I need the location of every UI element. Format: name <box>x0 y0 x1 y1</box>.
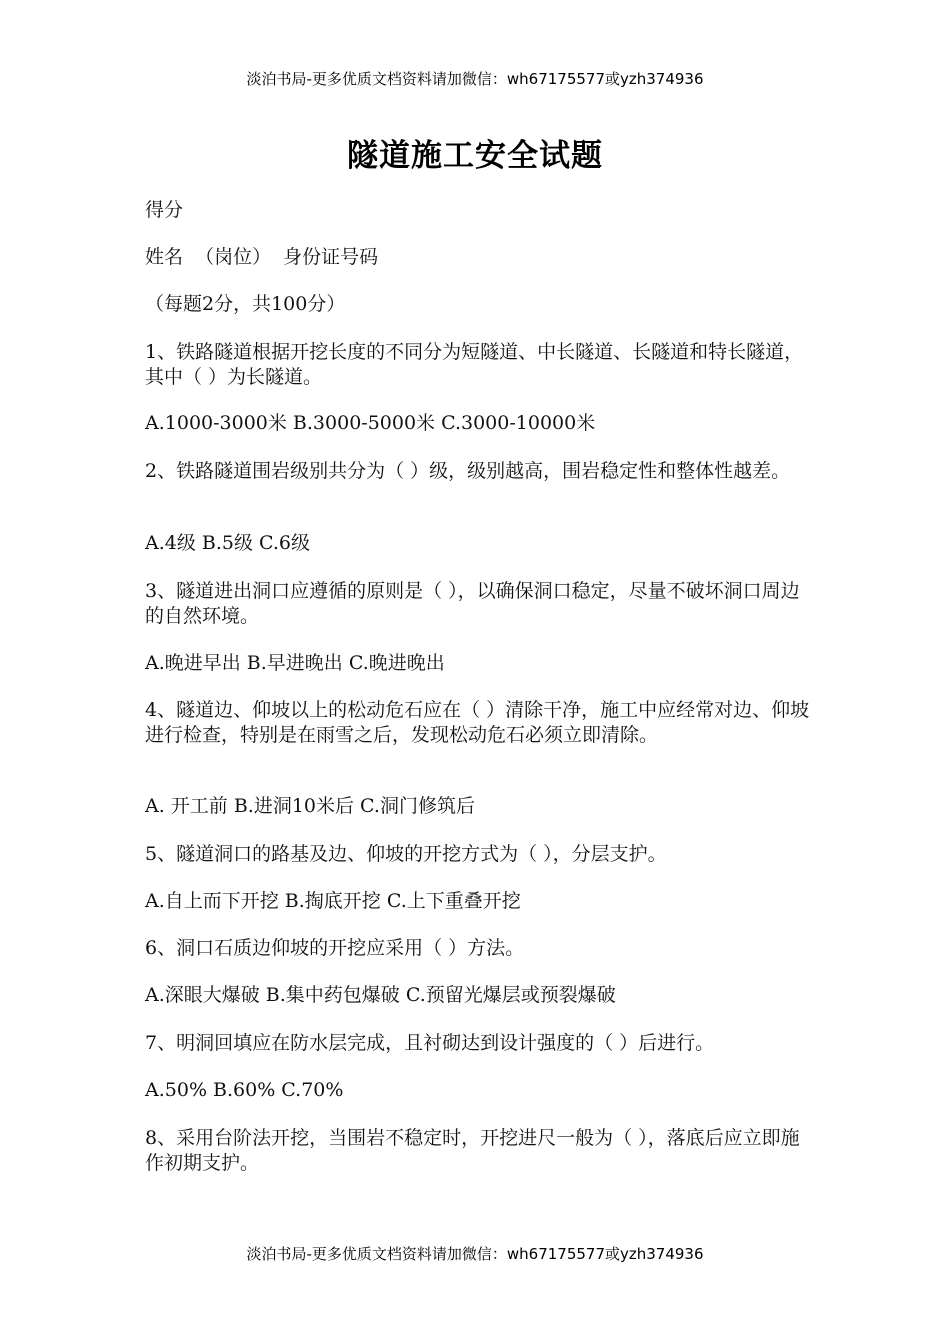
question-7-stem: 7、明洞回填应在防水层完成，且衬砌达到设计强度的（ ）后进行。 <box>145 1032 715 1054</box>
page-footer-watermark: 淡泊书局-更多优质文档资料请加微信：wh67175577或yzh374936 <box>246 1245 704 1263</box>
question-3-stem: 3、隧道进出洞口应遵循的原则是（ ），以确保洞口稳定，尽量不破坏洞口周边的自然环境。 <box>145 580 800 627</box>
question-4-stem: 4、隧道边、仰坡以上的松动危石应在（ ）清除干净，施工中应经常对边、仰坡进行检查，特别是在雨雪之后，发现松动危石必须立即清除。 <box>145 699 810 746</box>
question-1-options: A.1000-3000米 B.3000-5000米 C.3000-10000米 <box>145 412 596 434</box>
name-position-id-line: 姓名 （岗位） 身份证号码 <box>145 246 379 268</box>
question-2-stem: 2、铁路隧道围岩级别共分为（ ）级，级别越高，围岩稳定性和整体性越差。 <box>145 460 791 482</box>
question-5-stem: 5、隧道洞口的路基及边、仰坡的开挖方式为（ ），分层支护。 <box>145 843 667 865</box>
question-7-options: A.50% B.60% C.70% <box>145 1079 344 1101</box>
question-1-stem: 1、铁路隧道根据开挖长度的不同分为短隧道、中长隧道、长隧道和特长隧道，其中（ ）为长隧道。 <box>145 341 804 388</box>
question-8-stem: 8、采用台阶法开挖，当围岩不稳定时，开挖进尺一般为（ ），落底后应立即施作初期支护。 <box>145 1127 800 1174</box>
page-header-watermark: 淡泊书局-更多优质文档资料请加微信：wh67175577或yzh374936 <box>246 70 704 88</box>
scoring-note: （每题2分，共100分） <box>145 293 346 315</box>
question-3-options: A.晚进早出 B.早进晚出 C.晚进晚出 <box>145 652 445 674</box>
score-label: 得分 <box>145 199 184 221</box>
question-6-stem: 6、洞口石质边仰坡的开挖应采用（ ）方法。 <box>145 937 525 959</box>
question-5-options: A.自上而下开挖 B.掏底开挖 C.上下重叠开挖 <box>145 890 521 912</box>
document-title: 隧道施工安全试题 <box>347 138 603 174</box>
question-4-options: A. 开工前 B.进洞10米后 C.洞门修筑后 <box>145 795 475 817</box>
question-6-options: A.深眼大爆破 B.集中药包爆破 C.预留光爆层或预裂爆破 <box>145 984 616 1006</box>
question-2-options: A.4级 B.5级 C.6级 <box>145 532 311 554</box>
